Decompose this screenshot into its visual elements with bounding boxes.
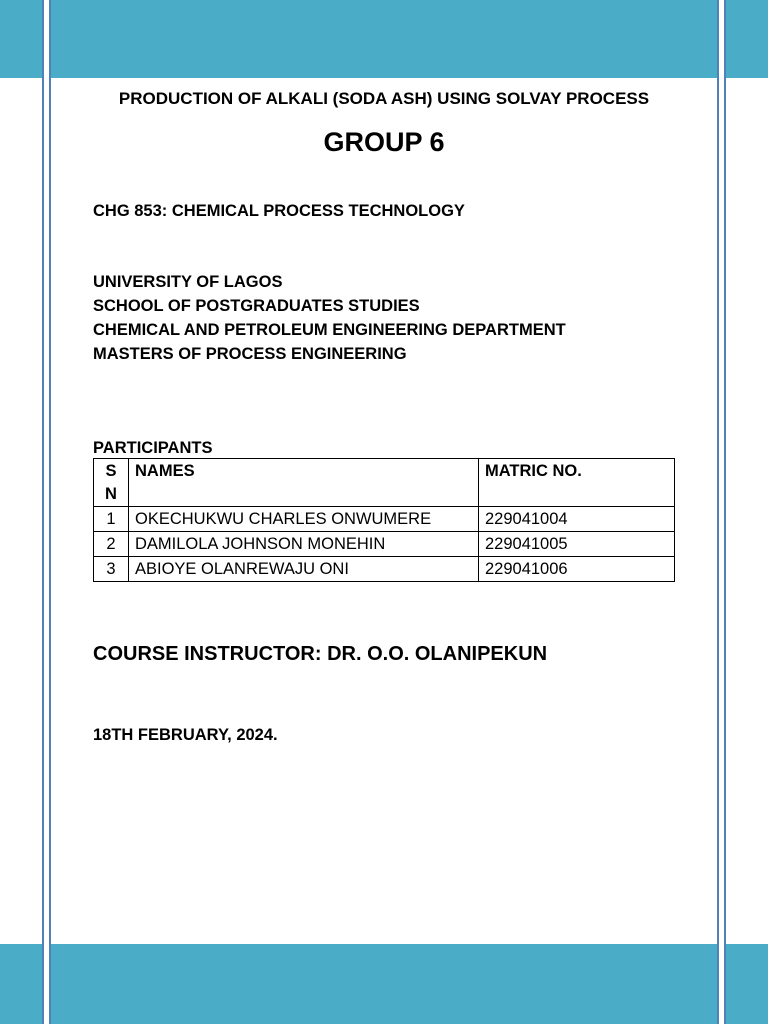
table-row: [94, 557, 675, 582]
department-name: CHEMICAL AND PETROLEUM ENGINEERING DEPARTMENT: [93, 321, 566, 339]
table-row: [94, 507, 675, 532]
right-rule-inner: [717, 0, 719, 1024]
course-code: CHG 853: CHEMICAL PROCESS TECHNOLOGY: [93, 202, 465, 220]
left-rule-outer: [42, 0, 44, 1024]
row-sn: 1: [94, 507, 129, 532]
matric-header: MATRIC NO.: [479, 459, 675, 507]
top-band-right: [726, 0, 768, 78]
right-rule-outer: [724, 0, 726, 1024]
course-instructor: COURSE INSTRUCTOR: DR. O.O. OLANIPEKUN: [93, 643, 548, 665]
participants-label: PARTICIPANTS: [93, 439, 213, 457]
document-title: PRODUCTION OF ALKALI (SODA ASH) USING SOLVAY PROCESS: [118, 89, 650, 108]
row-name: OKECHUKWU CHARLES ONWUMERE: [129, 507, 479, 532]
top-band: [51, 0, 717, 78]
table-row: [94, 532, 675, 557]
cover-page: [93, 86, 675, 745]
bottom-band: [51, 944, 717, 1024]
bottom-band-left: [0, 944, 42, 1024]
participants-table: [93, 458, 675, 582]
row-sn: 3: [94, 557, 129, 582]
top-band-left: [0, 0, 42, 78]
school-name: SCHOOL OF POSTGRADUATES STUDIES: [93, 297, 420, 315]
left-rule-inner: [49, 0, 51, 1024]
row-matric: 229041004: [479, 507, 675, 532]
group-heading: GROUP 6: [323, 127, 445, 157]
row-matric: 229041005: [479, 532, 675, 557]
row-sn: 2: [94, 532, 129, 557]
row-matric: 229041006: [479, 557, 675, 582]
programme-name: MASTERS OF PROCESS ENGINEERING: [93, 345, 407, 363]
sn-header-line2: N: [105, 485, 117, 503]
bottom-band-right: [726, 944, 768, 1024]
row-name: DAMILOLA JOHNSON MONEHIN: [129, 532, 479, 557]
university-name: UNIVERSITY OF LAGOS: [93, 273, 283, 291]
submission-date: 18TH FEBRUARY, 2024.: [93, 726, 278, 744]
sn-header-line1: S: [105, 462, 117, 480]
sn-header: [94, 459, 129, 507]
table-header-row: [94, 459, 675, 507]
names-header: NAMES: [129, 459, 479, 507]
row-name: ABIOYE OLANREWAJU ONI: [129, 557, 479, 582]
institution-block: [93, 270, 675, 366]
